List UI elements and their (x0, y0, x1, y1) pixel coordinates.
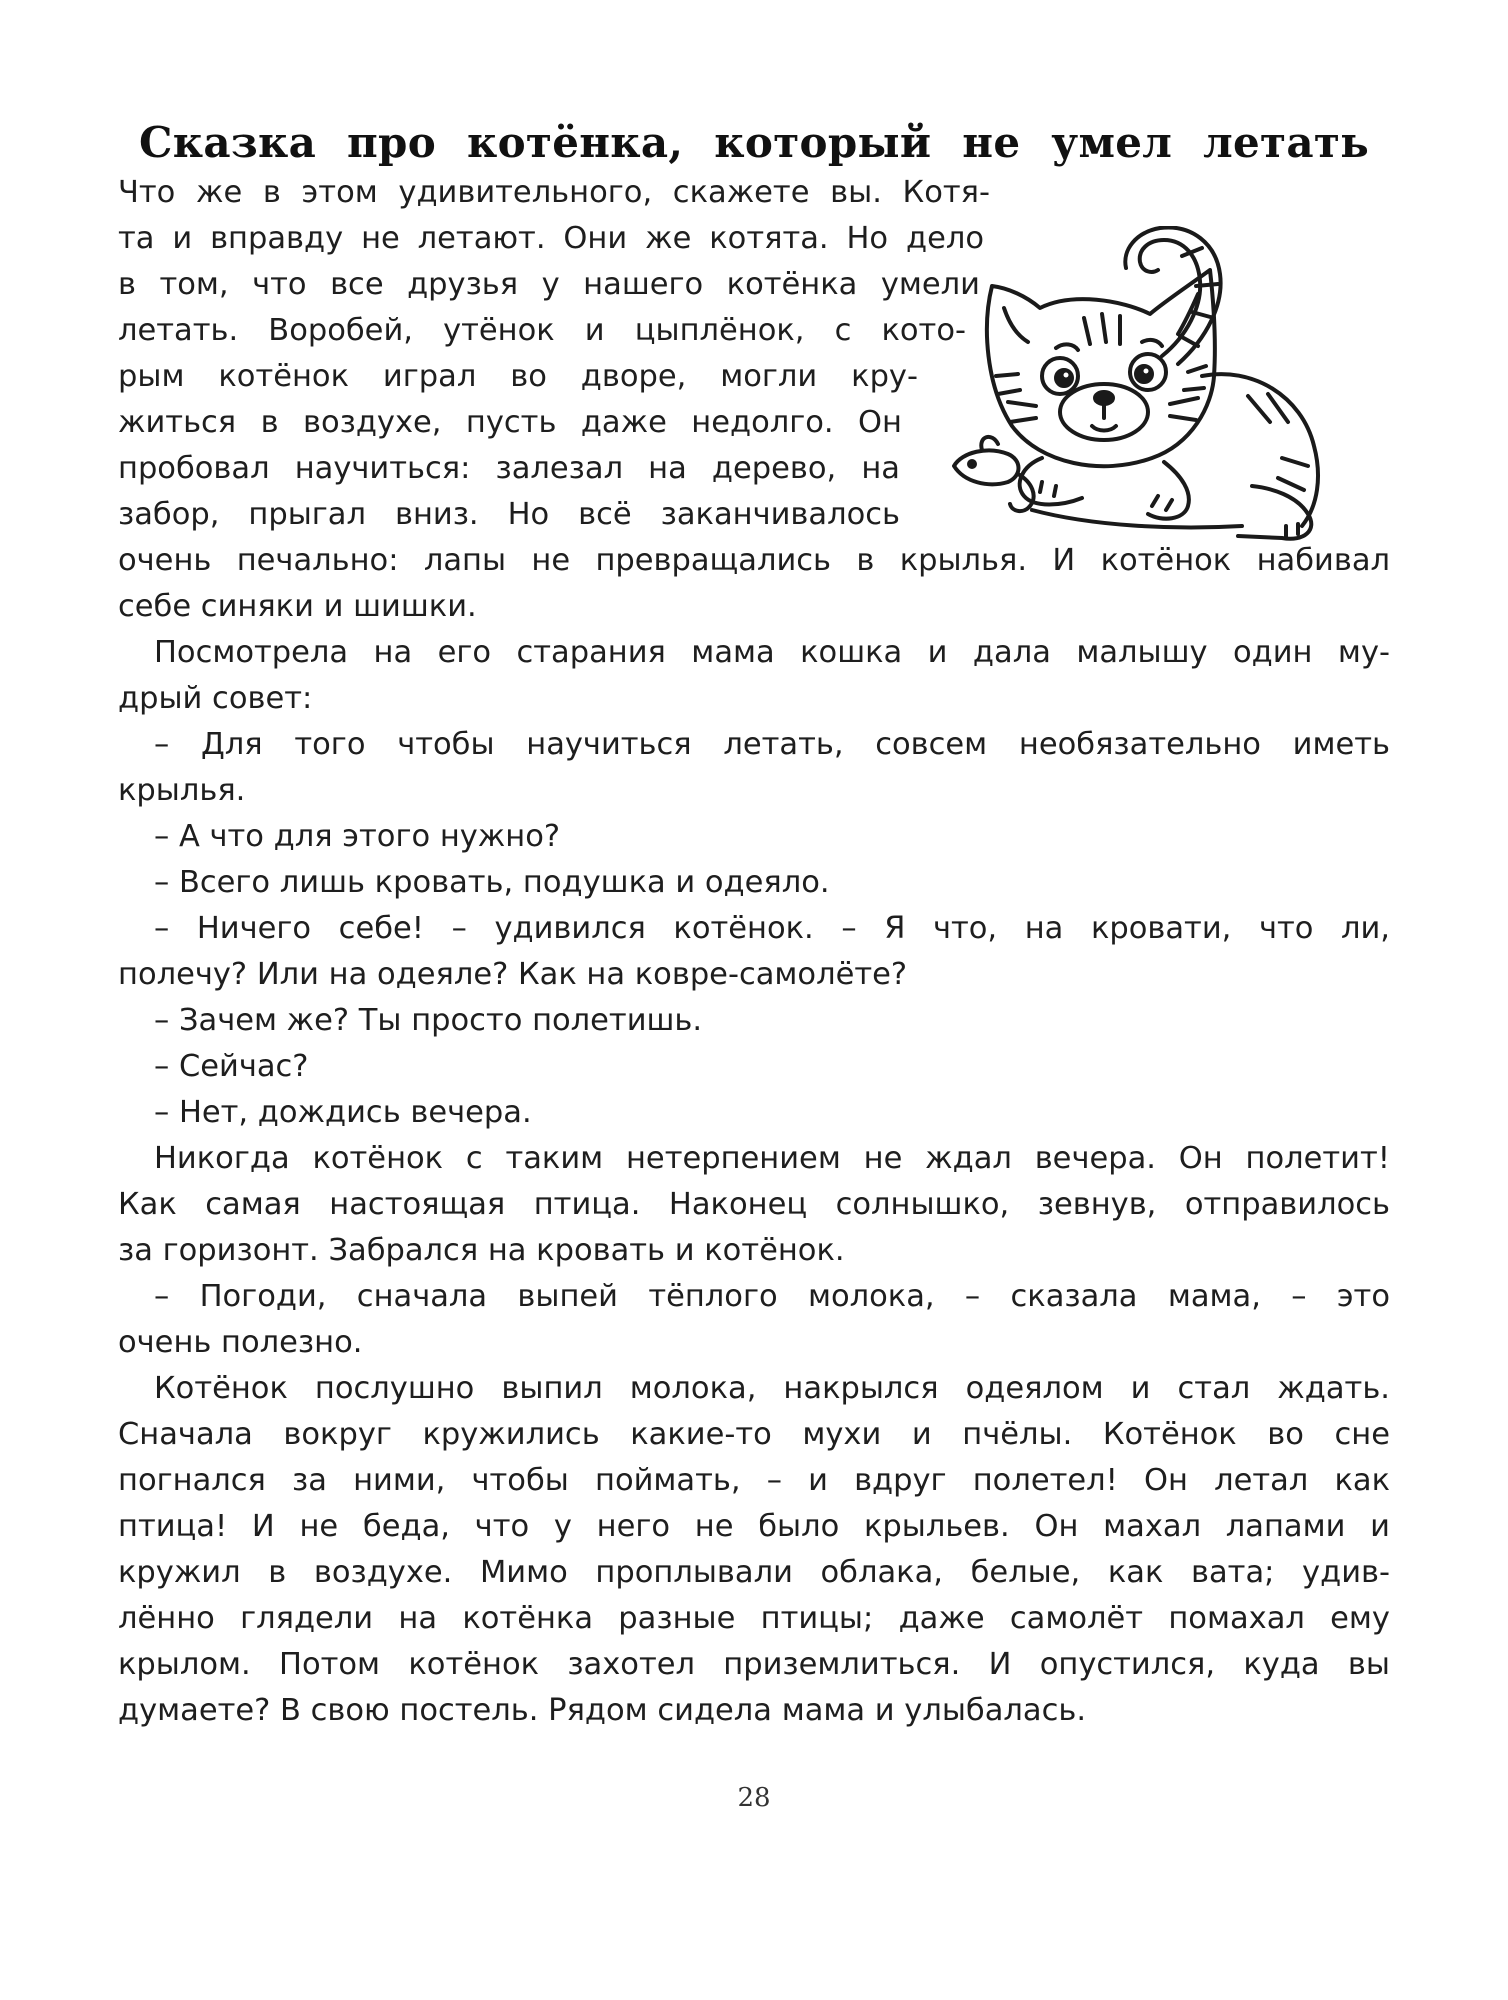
text-line: Посмотрела на его старания мама кошка и дала малышу один му- (154, 635, 1390, 670)
text-line: забор, прыгал вниз. Но всё заканчивалось (118, 497, 900, 532)
text-line: – Сейчас? (154, 1049, 309, 1084)
text-line: Котёнок послушно выпил молока, накрылся одеялом и стал ждать. (154, 1371, 1390, 1406)
text-line: – Погоди, сначала выпей тёплого молока, – сказала мама, – это (154, 1279, 1390, 1314)
text-line: летать. Воробей, утёнок и цыплёнок, с кото- (118, 313, 966, 348)
text-line: пробовал научиться: залезал на дерево, на (118, 451, 900, 486)
text-line: дрый совет: (118, 681, 313, 716)
text-line: житься в воздухе, пусть даже недолго. Он (118, 405, 902, 440)
text-line: в том, что все друзья у нашего котёнка умели (118, 267, 980, 302)
text-line: – Нет, дождись вечера. (154, 1095, 532, 1130)
page-number: 28 (737, 1783, 771, 1813)
text-line: кружил в воздухе. Мимо проплывали облака, белые, как вата; удив- (118, 1555, 1390, 1590)
text-line: лённо глядели на котёнка разные птицы; даже самолёт помахал ему (118, 1601, 1390, 1636)
text-line: птица! И не беда, что у него не было крыльев. Он махал лапами и (118, 1509, 1390, 1544)
text-line: – Ничего себе! – удивился котёнок. – Я что, на кровати, что ли, (154, 911, 1390, 946)
text-line: – Всего лишь кровать, подушка и одеяло. (154, 865, 830, 900)
text-line: думаете? В свою постель. Рядом сидела мама и улыбалась. (118, 1693, 1087, 1728)
text-line: за горизонт. Забрался на кровать и котёнок. (118, 1233, 845, 1268)
text-line: Что же в этом удивительного, скажете вы. Котя- (118, 175, 990, 210)
text-line: Никогда котёнок с таким нетерпением не ждал вечера. Он полетит! (154, 1141, 1390, 1176)
text-line: – Зачем же? Ты просто полетишь. (154, 1003, 703, 1038)
text-line: рым котёнок играл во дворе, могли кру- (118, 359, 918, 394)
text-line: очень печально: лапы не превращались в крылья. И котёнок набивал (118, 543, 1390, 578)
kitten-with-mouse-icon (952, 226, 1370, 566)
text-line: полечу? Или на одеяле? Как на ковре-самолёте? (118, 957, 908, 992)
text-line: крылья. (118, 773, 246, 808)
story-title: Сказка про котёнка, который не умел летать (138, 118, 1370, 167)
text-line: Как самая настоящая птица. Наконец солнышко, зевнув, отправилось (118, 1187, 1390, 1222)
text-line: очень полезно. (118, 1325, 363, 1360)
text-line: погнался за ними, чтобы поймать, – и вдруг полетел! Он летал как (118, 1463, 1390, 1498)
text-line: Сначала вокруг кружились какие-то мухи и пчёлы. Котёнок во сне (118, 1417, 1390, 1452)
text-line: – А что для этого нужно? (154, 819, 561, 854)
text-line: – Для того чтобы научиться летать, совсем необязательно иметь (154, 727, 1390, 762)
text-line: крылом. Потом котёнок захотел приземлиться. И опустился, куда вы (118, 1647, 1390, 1682)
text-line: себе синяки и шишки. (118, 589, 477, 624)
text-line: та и вправду не летают. Они же котята. Но дело (118, 221, 984, 256)
